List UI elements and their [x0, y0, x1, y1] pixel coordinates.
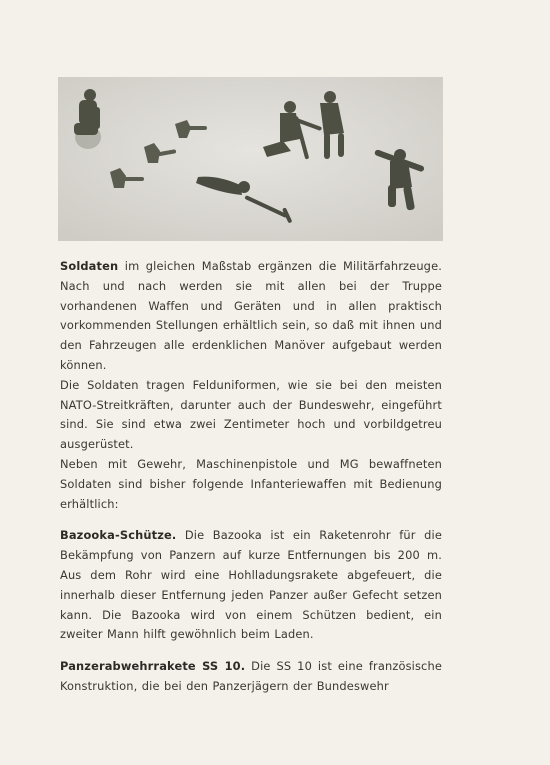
toy-soldiers-photo — [58, 77, 443, 241]
paragraph-body: im gleichen Maßstab ergänzen die Militärfahrzeuge. Nach und nach werden sie mit allen bei der Truppe vorhandenen Waffen und Geräten und in allen praktisch vorkommenden Stellungen erhältlich sein, so daß mit ihnen und den Fahrzeugen alle erdenklichen Manöver aufgebaut werden können. — [60, 259, 442, 372]
paragraph-lead: Soldaten — [60, 259, 119, 273]
paragraph-bazooka — [60, 526, 442, 645]
article-text — [60, 257, 442, 697]
paragraph-lead: Panzerabwehrrakete SS 10. — [60, 659, 246, 674]
paragraph-body: Die Bazooka ist ein Raketenrohr für die Bekämpfung von Panzern auf kurze Entfernungen bis 200 m. Aus dem Rohr wird eine Hohlladungsrakete abgefeuert, die innerhalb dieser Entfernung jeden Panzer außer Gefecht setzen kann. Die Bazooka wird von einem Schützen bedient, ein zweiter Mann hilft gewöhnlich beim Laden. — [60, 528, 442, 642]
paragraph-soldaten — [60, 257, 442, 376]
paragraph-weapons: Neben mit Gewehr, Maschinenpistole und MG bewaffneten Soldaten sind bisher folgende Infanteriewaffen mit Bedienung erhältlich: — [60, 456, 442, 511]
paragraph-uniforms: Die Soldaten tragen Felduniformen, wie sie bei den meisten NATO-Streitkräften, darunter auch der Bundeswehr, eingeführt sind. Sie sind etwa zwei Zentimeter hoch und vorbildgetreu ausgerüstet. — [60, 377, 442, 452]
paragraph-lead: Bazooka-Schütze. — [60, 528, 177, 543]
paragraph-body: Die SS 10 ist eine französische Konstruktion, die bei den Panzerjägern der Bundeswehr — [60, 659, 442, 693]
paragraph-ss10 — [60, 657, 442, 697]
soldiers-illustration — [58, 77, 443, 241]
